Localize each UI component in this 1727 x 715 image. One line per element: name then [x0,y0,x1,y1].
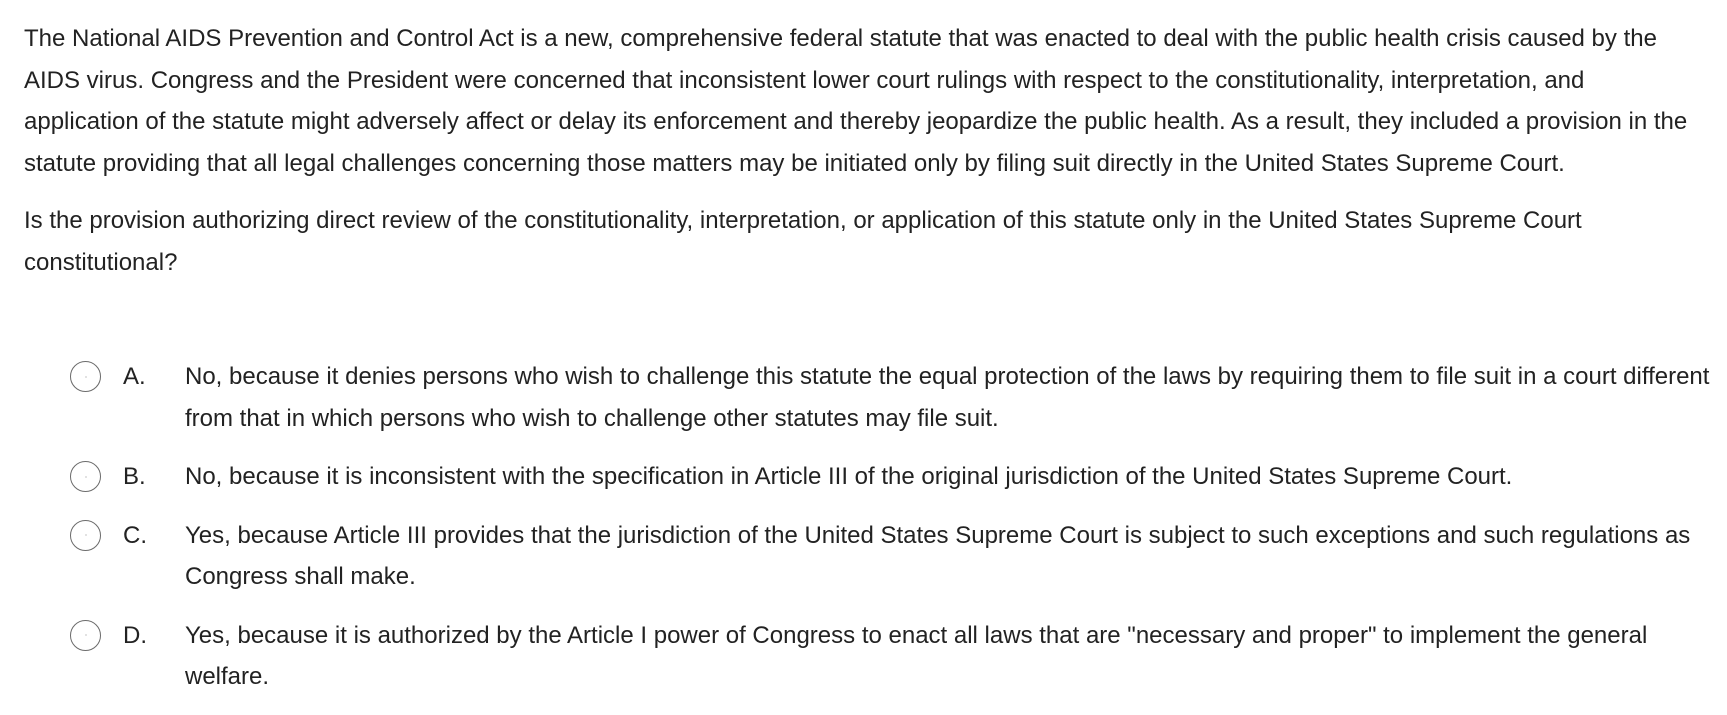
option-b[interactable] [70,456,1710,498]
option-a[interactable] [70,356,1710,439]
option-text: No, because it denies persons who wish to challenge this statute the equal protection of the laws by requiring them to file suit in a court different from that in which persons who wish to challenge other statutes may file suit. [185,363,1710,432]
radio-button-b[interactable] [70,461,101,492]
option-text: No, because it is inconsistent with the specification in Article III of the original jurisdiction of the United States Supreme Court. [185,463,1513,490]
radio-button-a[interactable] [70,361,101,392]
option-letter: D. [123,621,147,649]
question-prompt: Is the provision authorizing direct review of the constitutionality, interpretation, or application of this statute only in the United States Supreme Court constitutional? [24,207,1582,276]
option-c[interactable] [70,515,1710,598]
option-letter: B. [123,463,146,490]
option-text: Yes, because it is authorized by the Article I power of Congress to enact all laws that are "necessary and proper" to implement the general welfare. [185,621,1648,690]
option-d[interactable] [70,615,1710,698]
question-stem: The National AIDS Prevention and Control Act is a new, comprehensive federal statute that was enacted to deal with the public health crisis caused by the AIDS virus. Congress and the President were concerned that inconsistent lower court rulings with respect to the constitutionality, interpretation, and application of the statute might adversely affect or delay its enforcement and thereby jeopardize the public health. As a result, they included a provision in the statute providing that all legal challenges concerning those matters may be initiated only by filing suit directly in the United States Supreme Court. [24,25,1688,177]
radio-button-c[interactable] [70,520,101,551]
option-letter: A. [123,363,146,390]
option-text: Yes, because Article III provides that the jurisdiction of the United States Supreme Court is subject to such exceptions and such regulations as Congress shall make. [185,521,1691,590]
question-block [24,18,1704,283]
answer-options [70,356,1710,715]
option-letter: C. [123,521,147,549]
radio-button-d[interactable] [70,620,101,651]
